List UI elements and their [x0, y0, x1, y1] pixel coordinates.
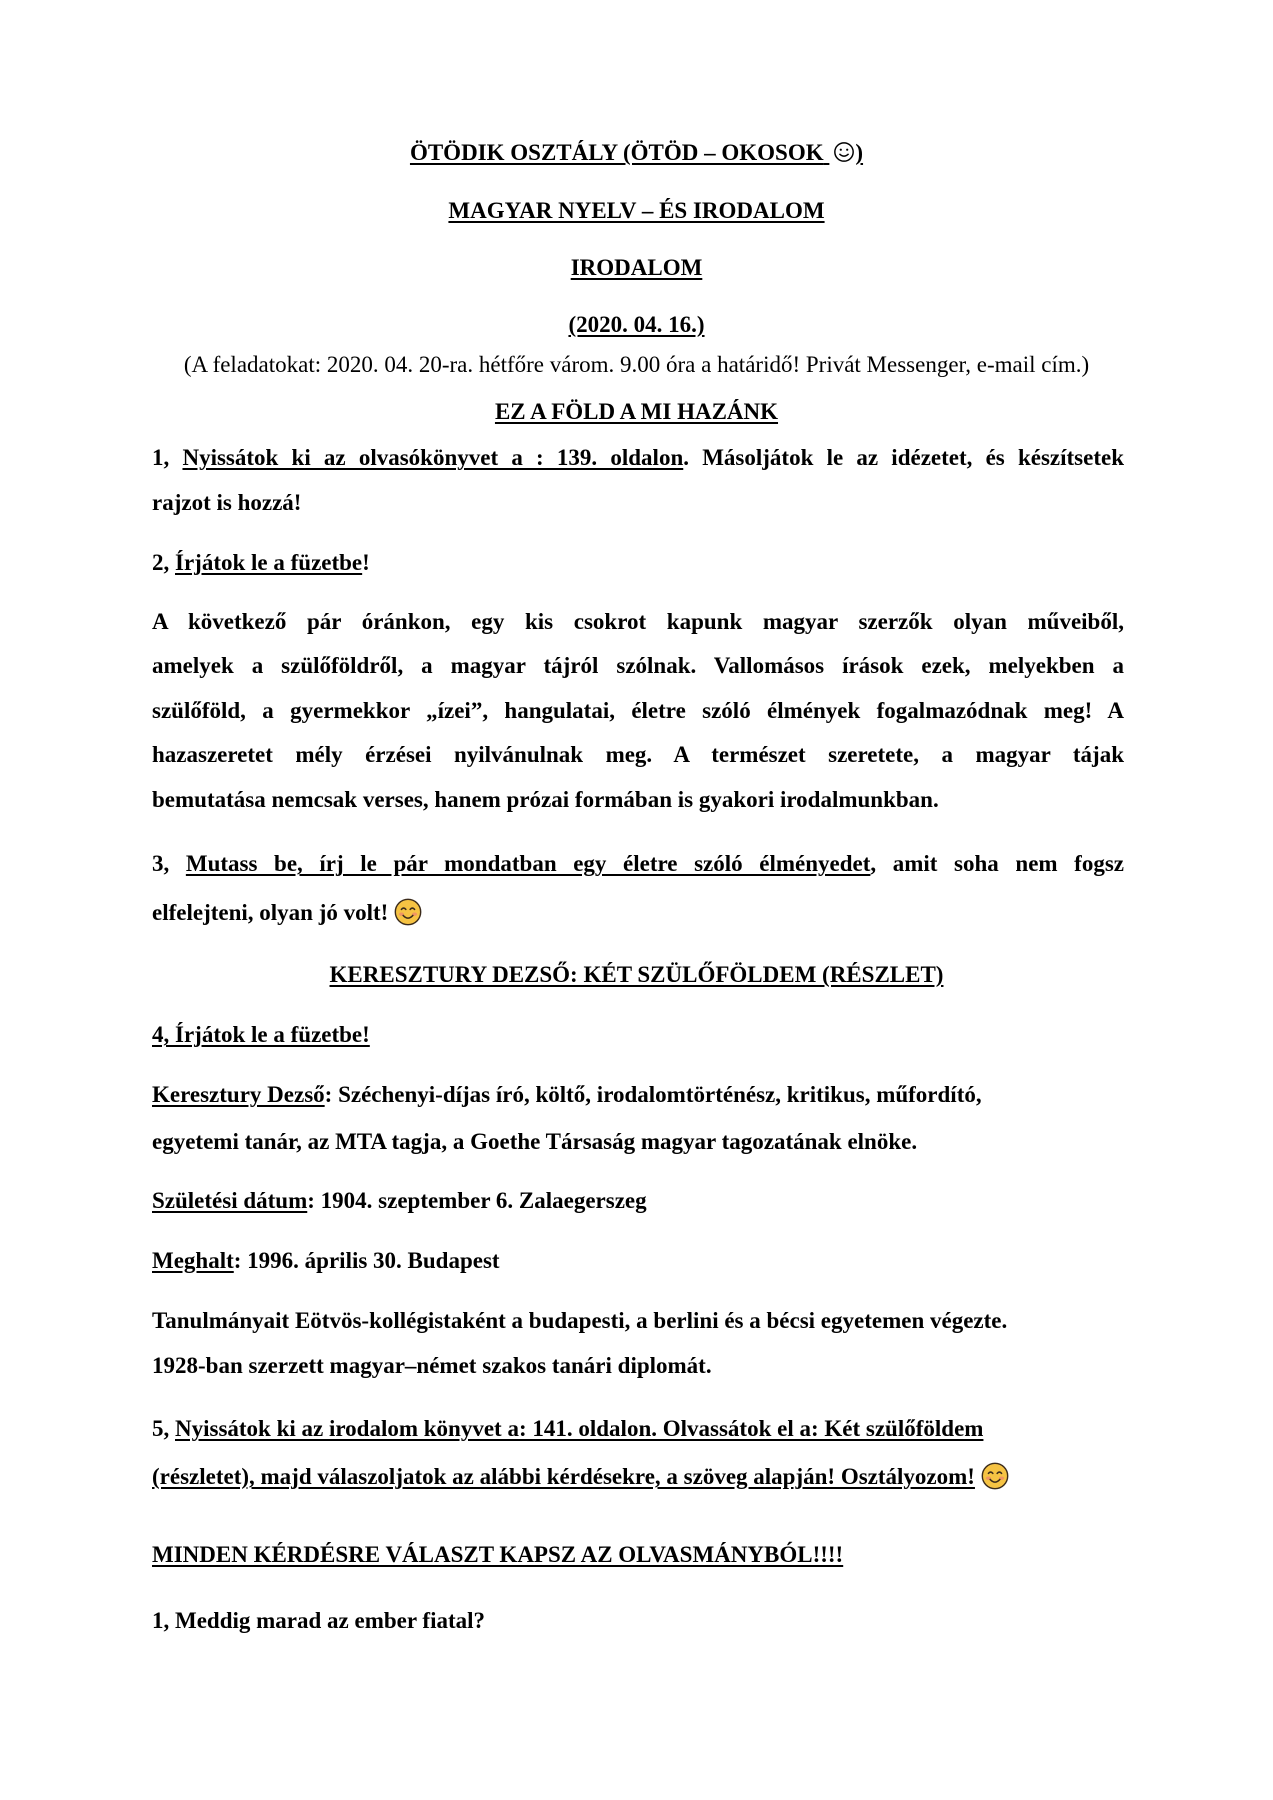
task-2-rest: ! — [362, 550, 370, 575]
studies-line-1 — [152, 1306, 1007, 1336]
task-3-number: 3, — [152, 851, 186, 876]
section-2-title — [0, 960, 1273, 990]
task-1-line-2 — [152, 488, 301, 518]
bio-description-continuation: egyetemi tanár, az MTA tagja, a Goethe Társaság magyar tagozatának elnöke. — [152, 1129, 918, 1154]
birth-line — [152, 1186, 647, 1216]
task-1-instruction: Nyissátok ki az olvasókönyvet a : 139. oldalon — [182, 445, 684, 470]
task-2-number: 2, — [152, 550, 175, 575]
task-4-instruction: 4, Írjátok le a füzetbe! — [152, 1022, 370, 1047]
death-value: : 1996. április 30. Budapest — [233, 1248, 500, 1273]
paragraph-line — [152, 696, 1124, 726]
task-1-line-1 — [152, 443, 1124, 473]
paragraph-line-text: szülőföld, a gyermekkor „ízei”, hangulatai, életre szóló élmények fogalmazódnak meg! A — [152, 698, 1124, 723]
title-close-paren: ) — [855, 140, 864, 165]
task-5-instruction-continuation: (részletet), majd válaszoljatok az alábbi kérdésekre, a szöveg alapján! Osztályozom! — [152, 1464, 975, 1489]
task-1-rest: . Másoljátok le az idézetet, és készítsetek — [683, 445, 1124, 470]
task-3-rest: , amit soha nem fogsz — [870, 851, 1124, 876]
title-class-text: ÖTÖDIK OSZTÁLY (ÖTÖD – OKOSOK — [409, 140, 824, 165]
task-5-line-1 — [152, 1414, 983, 1444]
paragraph-line-text: bemutatása nemcsak verses, hanem prózai formában is gyakori irodalmunkban. — [152, 787, 939, 812]
date-line — [0, 310, 1273, 340]
deadline-text: (A feladatokat: 2020. 04. 20-ra. hétfőre várom. 9.00 óra a határidő! Privát Messenger, e-mail cím.) — [183, 352, 1090, 377]
bio-name-description: : Széchenyi-díjas író, költő, irodalomtörténész, kritikus, műfordító, — [324, 1082, 982, 1107]
birth-label: Születési dátum — [152, 1188, 308, 1213]
task-2 — [152, 548, 370, 578]
task-5-line-2 — [152, 1462, 1009, 1492]
task-3-instruction: Mutass be, írj le pár mondatban egy életre szóló élményedet — [185, 851, 871, 876]
subject-title: MAGYAR NYELV – ÉS IRODALOM — [448, 198, 825, 223]
task-5-number: 5, — [152, 1416, 175, 1441]
paragraph-line-text: A következő pár óránkon, egy kis csokrot kapunk magyar szerzők olyan műveiből, — [152, 609, 1124, 634]
notice-text: MINDEN KÉRDÉSRE VÁLASZT KAPSZ AZ OLVASMÁNYBÓL!!!! — [152, 1542, 844, 1567]
topic-title: IRODALOM — [570, 255, 703, 280]
studies-text: 1928-ban szerzett magyar–német szakos tanári diplomát. — [152, 1353, 712, 1378]
question-1 — [152, 1606, 485, 1636]
title-line-3 — [0, 253, 1273, 283]
paragraph-line — [152, 740, 1124, 770]
task-2-instruction: Írjátok le a füzetbe — [175, 550, 363, 575]
task-3-line-2 — [152, 898, 422, 928]
studies-line-2 — [152, 1351, 712, 1381]
section-title — [0, 397, 1273, 427]
bio-name-label: Keresztury Dezső — [152, 1082, 325, 1107]
task-3-continuation: elfelejteni, olyan jó volt! — [152, 900, 389, 925]
section-title-text: EZ A FÖLD A MI HAZÁNK — [494, 399, 779, 424]
deadline-note — [0, 350, 1273, 380]
paragraph-line — [152, 651, 1124, 681]
bio-line-1 — [152, 1080, 982, 1110]
notice-line — [152, 1540, 843, 1570]
task-3-line-1 — [152, 849, 1124, 879]
paragraph-line-text: amelyek a szülőföldről, a magyar tájról szólnak. Vallomásos írások ezek, melyekben a — [152, 653, 1124, 678]
smiley-outline-icon — [833, 141, 855, 163]
task-4 — [152, 1020, 370, 1050]
lesson-date: (2020. 04. 16.) — [568, 312, 705, 337]
smiling-face-emoji-icon — [394, 898, 422, 926]
bio-line-2 — [152, 1127, 917, 1157]
task-5-instruction: Nyissátok ki az irodalom könyvet a: 141. oldalon. Olvassátok el a: Két szülőföldem — [175, 1416, 984, 1441]
paragraph-line — [152, 785, 939, 815]
question-text: 1, Meddig marad az ember fiatal? — [152, 1608, 486, 1633]
section-2-title-text: KERESZTURY DEZSŐ: KÉT SZÜLŐFÖLDEM (RÉSZLET) — [329, 962, 944, 987]
death-label: Meghalt — [152, 1248, 234, 1273]
paragraph-line — [152, 607, 1124, 637]
paragraph-line-text: hazaszeretet mély érzései nyilvánulnak meg. A természet szeretete, a magyar tájak — [152, 742, 1124, 767]
smiling-face-emoji-icon — [981, 1462, 1009, 1490]
task-1-continuation: rajzot is hozzá! — [152, 490, 302, 515]
task-1-number: 1, — [152, 445, 183, 470]
title-line-2 — [0, 196, 1273, 226]
death-line — [152, 1246, 500, 1276]
title-line-1 — [0, 138, 1273, 168]
studies-text: Tanulmányait Eötvös-kollégistaként a budapesti, a berlini és a bécsi egyetemen végezte. — [152, 1308, 1008, 1333]
birth-value: : 1904. szeptember 6. Zalaegerszeg — [307, 1188, 647, 1213]
